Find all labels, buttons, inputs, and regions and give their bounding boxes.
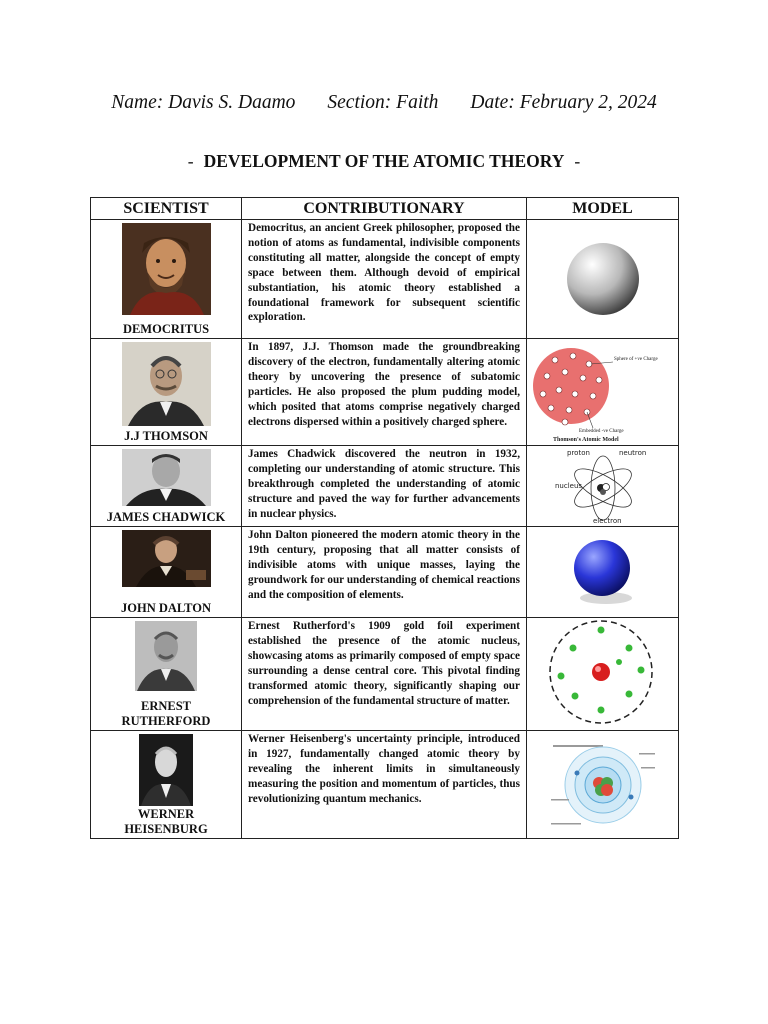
contribution-text: Ernest Rutherford's 1909 gold foil experiment established the presence of the atomic nucleus, showcasing atoms as primarily composed of empty space surrounding a dense central core. This pivotal finding transformed atomic theory, significantly shaping our comprehension of the fundamental structure of matter. <box>242 618 527 731</box>
scientist-name: J.J THOMSON <box>124 429 208 443</box>
dalton-portrait <box>122 530 211 587</box>
scientist-name: WERNER HEISENBURG <box>124 807 208 836</box>
model-cell <box>527 618 679 731</box>
student-header <box>0 92 768 114</box>
rutherford-portrait <box>135 621 197 691</box>
header-scientist: SCIENTIST <box>91 198 242 220</box>
electron-label: Embedded -ve Charge <box>578 429 624 434</box>
model-cell <box>527 446 679 527</box>
contribution-text: In 1897, J.J. Thomson made the groundbreaking discovery of the electron, fundamentally altering atomic theory by uncovering the presence of subatomic particles. He also proposed the plum pudding model, which posited that atoms comprise negatively charged electrons dispersed within a positively charged sphere. <box>242 339 527 446</box>
contribution-text: John Dalton pioneered the modern atomic theory in the 19th century, proposing that all matter consists of indivisible atoms with unique masses, laying the groundwork for our understanding of chemical reactions and the composition of elements. <box>242 527 527 618</box>
scientist-cell <box>91 339 242 446</box>
model-cell <box>527 220 679 339</box>
heisenberg-portrait <box>139 734 193 806</box>
report-date: Date: February 2, 2024 <box>470 92 657 113</box>
table-row <box>91 446 679 527</box>
page-title: - DEVELOPMENT OF THE ATOMIC THEORY - <box>187 151 581 171</box>
democritus-solid-sphere-model <box>563 239 643 319</box>
sphere-label: Sphere of +ve Charge <box>613 357 658 362</box>
table-row <box>91 220 679 339</box>
scientist-cell <box>91 220 242 339</box>
contribution-text: Democritus, an ancient Greek philosopher, proposed the notion of atoms as fundamental, indivisible components constituting all matter, alongside the concept of empty space between them. Although devoid of empirical substantiation, his atomic theory established a foundational framework for subsequent scientific exploration. <box>242 220 527 339</box>
model-caption: Thomson's Atomic Model <box>552 437 619 443</box>
table-row <box>91 731 679 839</box>
proton-label: proton <box>566 449 590 457</box>
scientist-name: JOHN DALTON <box>121 601 211 615</box>
model-cell <box>527 527 679 618</box>
rutherford-nuclear-model <box>543 618 663 730</box>
thomson-plum-pudding-model <box>529 340 677 444</box>
contribution-text: James Chadwick discovered the neutron in 1932, completing our understanding of atomic structure. This breakthrough completed the understanding of atomic structure and paved the way for further advancements in nuclear physics. <box>242 446 527 527</box>
table-header-row <box>91 198 679 220</box>
chadwick-portrait <box>122 449 211 506</box>
scientist-cell <box>91 446 242 527</box>
chadwick-atom-model <box>553 446 653 526</box>
model-cell <box>527 339 679 446</box>
header-model: MODEL <box>527 198 679 220</box>
title-text: DEVELOPMENT OF THE ATOMIC THEORY <box>203 151 565 171</box>
table-row <box>91 618 679 731</box>
contribution-text: Werner Heisenberg's uncertainty principle, introduced in 1927, fundamentally changed atomic theory by revealing the inherent limits in simultaneously measuring the position and momentum of particles, thus revolutionizing quantum mechanics. <box>242 731 527 839</box>
scientist-cell <box>91 527 242 618</box>
scientist-name: JAMES CHADWICK <box>106 510 226 524</box>
table-row <box>91 339 679 446</box>
student-section: Section: Faith <box>327 92 439 113</box>
scientist-cell <box>91 618 242 731</box>
thomson-portrait <box>122 342 211 426</box>
header-contribution: CONTRIBUTIONARY <box>242 198 527 220</box>
student-name: Name: Davis S. Daamo <box>111 92 296 113</box>
heisenberg-quantum-model <box>543 737 663 833</box>
dalton-solid-sphere-model <box>566 536 640 608</box>
democritus-portrait <box>122 223 211 315</box>
electron-label: electron <box>592 517 622 525</box>
nucleus-label: nucleus <box>554 482 582 490</box>
atomic-theory-table <box>90 197 679 839</box>
model-cell <box>527 731 679 839</box>
scientist-cell <box>91 731 242 839</box>
scientist-name: DEMOCRITUS <box>122 322 210 336</box>
nucleus <box>592 663 610 681</box>
scientist-name: ERNEST RUTHERFORD <box>121 699 211 728</box>
neutron-label: neutron <box>618 449 646 457</box>
table-row <box>91 527 679 618</box>
